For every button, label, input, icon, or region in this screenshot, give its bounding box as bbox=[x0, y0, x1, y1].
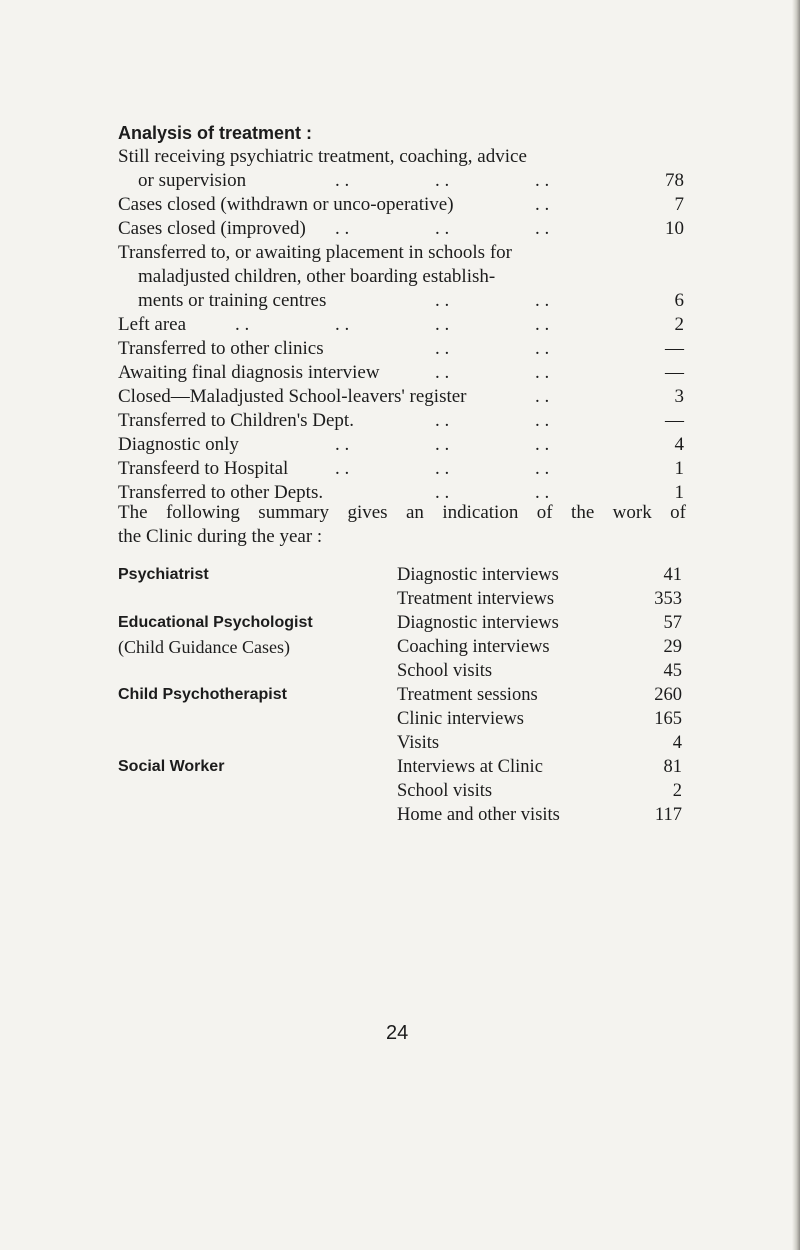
treatment-count: 10 bbox=[665, 218, 684, 239]
activity-count: 353 bbox=[654, 589, 682, 609]
treatment-label: Transferred to, or awaiting placement in schools for bbox=[118, 242, 512, 263]
treatment-row bbox=[138, 289, 684, 313]
treatment-count: — bbox=[665, 338, 684, 359]
treatment-label: Closed—Maladjusted School-leavers' register bbox=[118, 386, 467, 407]
summary-line-2: the Clinic during the year : bbox=[118, 526, 323, 547]
activity-row bbox=[397, 587, 682, 611]
treatment-label: Left area bbox=[118, 314, 187, 335]
treatment-row bbox=[118, 337, 684, 361]
treatment-count: — bbox=[665, 410, 684, 431]
treatment-row bbox=[118, 241, 684, 265]
activity-count: 165 bbox=[654, 709, 682, 729]
activity-count: 260 bbox=[654, 685, 682, 705]
activity-row bbox=[397, 731, 682, 755]
section-heading: Analysis of treatment : bbox=[118, 123, 313, 143]
page-number: 24 bbox=[386, 1022, 409, 1044]
summary-line-1: The following summary gives an indication of the work of bbox=[118, 502, 686, 523]
activity-label: Visits bbox=[397, 733, 440, 753]
dot-leader: . . bbox=[535, 362, 550, 383]
activity-label: Coaching interviews bbox=[397, 637, 550, 657]
activity-row bbox=[397, 659, 682, 683]
page-edge-shadow bbox=[792, 0, 800, 1250]
activity-count: 57 bbox=[663, 613, 682, 633]
treatment-row bbox=[138, 265, 684, 289]
dot-leader: . . bbox=[535, 194, 550, 215]
treatment-label: Cases closed (withdrawn or unco-operative) bbox=[118, 194, 454, 215]
dot-leader: . . bbox=[535, 314, 550, 335]
treatment-count: 2 bbox=[674, 314, 684, 335]
dot-leader: . . bbox=[535, 458, 550, 479]
activity-count: 2 bbox=[672, 781, 682, 801]
dot-leader: . . bbox=[335, 458, 350, 479]
dot-leader: . . bbox=[435, 362, 450, 383]
treatment-row bbox=[118, 409, 684, 433]
dot-leader: . . bbox=[535, 482, 550, 503]
dot-leader: . . bbox=[435, 482, 450, 503]
dot-leader: . . bbox=[435, 338, 450, 359]
activity-row bbox=[397, 779, 682, 803]
treatment-row bbox=[138, 169, 684, 193]
activity-count: 4 bbox=[672, 733, 682, 753]
treatment-row bbox=[118, 217, 684, 241]
dot-leader: . . bbox=[435, 314, 450, 335]
dot-leader: . . bbox=[535, 290, 550, 311]
treatment-row bbox=[118, 385, 684, 409]
treatment-row bbox=[118, 193, 684, 217]
treatment-row bbox=[118, 433, 684, 457]
treatment-label: Transferred to other Depts. bbox=[118, 482, 324, 503]
treatment-label: ments or training centres bbox=[138, 290, 327, 311]
dot-leader: . . bbox=[335, 218, 350, 239]
dot-leader: . . bbox=[535, 170, 550, 191]
dot-leader: . . bbox=[535, 386, 550, 407]
dot-leader: . . bbox=[335, 170, 350, 191]
dot-leader: . . bbox=[535, 410, 550, 431]
treatment-count: 4 bbox=[674, 434, 684, 455]
activity-label: Clinic interviews bbox=[397, 709, 524, 729]
activity-label: School visits bbox=[397, 781, 493, 801]
dot-leader: . . bbox=[335, 314, 350, 335]
treatment-count: — bbox=[665, 362, 684, 383]
treatment-label: Still receiving psychiatric treatment, coaching, advice bbox=[118, 146, 527, 167]
activity-row bbox=[397, 611, 682, 635]
activity-label: Diagnostic interviews bbox=[397, 565, 559, 585]
activity-row bbox=[397, 755, 682, 779]
activity-count: 41 bbox=[663, 565, 682, 585]
dot-leader: . . bbox=[535, 218, 550, 239]
activity-row bbox=[397, 803, 682, 827]
treatment-count: 78 bbox=[665, 170, 684, 191]
treatment-label: or supervision bbox=[138, 170, 247, 191]
activity-label: Interviews at Clinic bbox=[397, 757, 543, 777]
treatment-row bbox=[118, 313, 684, 337]
activity-count: 45 bbox=[663, 661, 682, 681]
role-name: Psychiatrist bbox=[118, 566, 209, 583]
dot-leader: . . bbox=[435, 458, 450, 479]
dot-leader: . . bbox=[435, 434, 450, 455]
activity-row bbox=[397, 707, 682, 731]
activity-label: School visits bbox=[397, 661, 493, 681]
treatment-label: Transferred to other clinics bbox=[118, 338, 324, 359]
treatment-row bbox=[118, 145, 684, 169]
role-subtitle: (Child Guidance Cases) bbox=[118, 637, 290, 657]
activity-row bbox=[397, 563, 682, 587]
treatment-row bbox=[118, 361, 684, 385]
dot-leader: . . bbox=[235, 314, 250, 335]
treatment-count: 6 bbox=[674, 290, 684, 311]
activity-label: Diagnostic interviews bbox=[397, 613, 559, 633]
treatment-count: 1 bbox=[674, 482, 684, 503]
dot-leader: . . bbox=[535, 434, 550, 455]
treatment-label: maladjusted children, other boarding establish- bbox=[138, 266, 496, 287]
activity-label: Home and other visits bbox=[397, 805, 560, 825]
treatment-row bbox=[118, 457, 684, 481]
dot-leader: . . bbox=[435, 290, 450, 311]
role-name: Educational Psychologist bbox=[118, 614, 313, 631]
treatment-count: 1 bbox=[674, 458, 684, 479]
dot-leader: . . bbox=[335, 434, 350, 455]
role-name: Child Psychotherapist bbox=[118, 686, 287, 703]
activity-count: 117 bbox=[654, 805, 682, 825]
treatment-label: Awaiting final diagnosis interview bbox=[118, 362, 380, 383]
treatment-count: 7 bbox=[674, 194, 684, 215]
role-name: Social Worker bbox=[118, 758, 225, 775]
activity-count: 29 bbox=[663, 637, 682, 657]
treatment-label: Cases closed (improved) bbox=[118, 218, 306, 239]
dot-leader: . . bbox=[435, 170, 450, 191]
activity-row bbox=[397, 683, 682, 707]
treatment-label: Transferred to Children's Dept. bbox=[118, 410, 354, 431]
dot-leader: . . bbox=[435, 218, 450, 239]
activity-label: Treatment interviews bbox=[397, 589, 555, 609]
activity-count: 81 bbox=[663, 757, 682, 777]
activity-row bbox=[397, 635, 682, 659]
activity-label: Treatment sessions bbox=[397, 685, 538, 705]
treatment-count: 3 bbox=[674, 386, 684, 407]
treatment-label: Transfeerd to Hospital bbox=[118, 458, 289, 479]
treatment-label: Diagnostic only bbox=[118, 434, 239, 455]
dot-leader: . . bbox=[535, 338, 550, 359]
dot-leader: . . bbox=[435, 410, 450, 431]
